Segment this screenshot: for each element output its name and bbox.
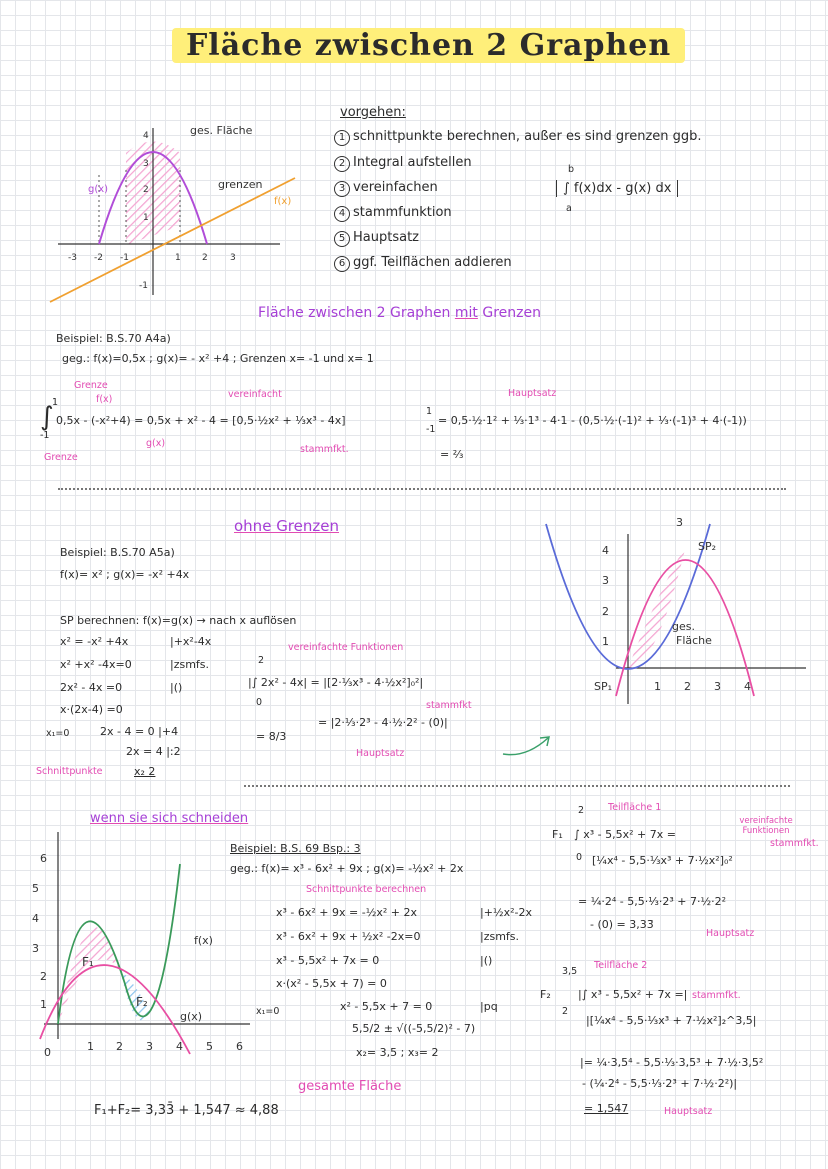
- graph-with-limits: [40, 120, 310, 320]
- teil2-result: = 1,547: [584, 1102, 629, 1115]
- integral-expression: |∫ 2x² - 4x| = |[2·⅓x³ - 4·½x²]₀²|: [248, 676, 424, 689]
- integral-sign: ∫: [40, 402, 54, 432]
- pq-label: |pq: [480, 1000, 498, 1013]
- label-f: f(x): [194, 934, 213, 947]
- annot-stammfkt: stammfkt.: [770, 838, 819, 849]
- formula-upper: b: [568, 164, 575, 175]
- integral-upper: 1: [52, 397, 59, 408]
- x-tick: 1: [175, 253, 181, 263]
- label-g: g(x): [88, 184, 109, 195]
- label-g: g(x): [180, 1010, 203, 1023]
- x-tick: -3: [68, 253, 77, 263]
- mit-grenzen-heading: Fläche zwischen 2 Graphen mit Grenzen: [258, 305, 541, 321]
- y-tick: 1: [40, 998, 47, 1011]
- divider: [244, 785, 790, 787]
- quadratic: x² - 5,5x + 7 = 0: [340, 1000, 433, 1013]
- y-tick: 4: [32, 912, 39, 925]
- y-tick: 2: [602, 605, 609, 618]
- graph-intersecting: [30, 824, 260, 1064]
- annot-fx: f(x): [96, 394, 113, 405]
- root-x2: x₂ 2: [134, 765, 156, 778]
- y-tick: 4: [602, 544, 609, 557]
- integral-upper: 2: [578, 805, 585, 816]
- teil1-stamm: [¼x⁴ - 5,5·⅓x³ + 7·½x²]₀²: [592, 854, 733, 867]
- algebra-op: |zsmfs.: [170, 658, 210, 671]
- algebra-op: |(): [170, 681, 183, 694]
- pq-formula: 5,5/2 ± √((-5,5/2)² - 7): [352, 1022, 476, 1035]
- ohne-grenzen-heading: ohne Grenzen: [234, 517, 339, 535]
- integral-lower: 0: [256, 697, 263, 708]
- annot-vereinfachte: vereinfachte Funktionen: [288, 642, 404, 653]
- algebra-step: x² +x² -4x=0: [60, 658, 132, 671]
- label-F2: F₂: [136, 995, 148, 1009]
- algebra-step: x·(x² - 5,5x + 7) = 0: [276, 977, 387, 990]
- roots: x₂= 3,5 ; x₃= 2: [356, 1046, 439, 1059]
- x-tick: 4: [176, 1040, 183, 1053]
- label-sp2: SP₂: [698, 540, 717, 553]
- x-tick: 3: [714, 680, 721, 693]
- label-F1: F₁: [82, 955, 94, 969]
- label-grenzen: grenzen: [218, 178, 263, 191]
- label-flaeche: Fläche: [676, 634, 712, 647]
- annot-hauptsatz: Hauptsatz: [664, 1106, 713, 1117]
- given-functions: geg.: f(x)=0,5x ; g(x)= - x² +4 ; Grenzen x= -1 und x= 1: [62, 352, 374, 365]
- x-tick: 5: [206, 1040, 213, 1053]
- vorgehen-step: 5 Hauptsatz: [334, 229, 419, 247]
- algebra-op: |(): [480, 954, 493, 967]
- x-tick: 1: [654, 680, 661, 693]
- formula-lower: a: [566, 203, 572, 214]
- algebra-op: |zsmfs.: [480, 930, 520, 943]
- divider: [58, 488, 786, 490]
- annot-teilflaeche1: Teilfläche 1: [608, 802, 662, 813]
- vorgehen-step: 1 schnittpunkte berechnen, außer es sind grenzen ggb.: [334, 128, 702, 146]
- annot-schnittpunkte: Schnittpunkte berechnen: [306, 884, 427, 895]
- teil2-eval1: |= ¼·3,5⁴ - 5,5·⅓·3,5³ + 7·½·3,5²: [580, 1056, 764, 1069]
- vorgehen-step: 3 vereinfachen: [334, 179, 438, 197]
- annot-schnittpunkte: Schnittpunkte: [36, 766, 103, 777]
- curve-f: [58, 864, 180, 1024]
- x-tick: 0: [44, 1046, 51, 1059]
- teil2-eval2: - (¼·2⁴ - 5,5·⅓·2³ + 7·½·2²)|: [582, 1077, 738, 1090]
- y-tick: 5: [32, 882, 39, 895]
- annot-vereinfacht: vereinfacht: [228, 389, 282, 400]
- teil1-integral: ∫ x³ - 5,5x² + 7x =: [574, 828, 676, 841]
- y-tick: 2: [40, 970, 47, 983]
- y-tick: 3: [602, 574, 609, 587]
- root-x1: x₁=0: [46, 728, 70, 739]
- evaluation: = 0,5·½·1² + ⅓·1³ - 4·1 - (0,5·½·(-1)² + ⅓·(-1)³ + 4·(-1)): [438, 414, 747, 427]
- y-tick: 3: [32, 942, 39, 955]
- algebra-step: 2x² - 4x =0: [60, 681, 123, 694]
- y-tick: 2: [143, 185, 149, 195]
- x-tick: 1: [87, 1040, 94, 1053]
- annot-hauptsatz: Hauptsatz: [508, 388, 557, 399]
- annot-gx: g(x): [146, 438, 166, 449]
- result: = ⅔: [440, 448, 464, 461]
- beispiel-label: Beispiel: B.S.70 A5a): [60, 546, 175, 559]
- label-ges: ges.: [672, 620, 695, 633]
- vorgehen-step: 6 ggf. Teilflächen addieren: [334, 254, 512, 272]
- evaluation: = |2·⅓·2³ - 4·½·2² - (0)|: [318, 716, 448, 729]
- integral-lower: 0: [576, 852, 583, 863]
- x-tick: -1: [120, 253, 129, 263]
- annot-stammfkt: stammfkt: [426, 700, 472, 711]
- label-ges-flaeche: ges. Fläche: [190, 124, 253, 137]
- annot-grenze-bottom: Grenze: [44, 452, 78, 463]
- given-functions: geg.: f(x)= x³ - 6x² + 9x ; g(x)= -½x² + 2x: [230, 862, 464, 875]
- teil1-eval2: - (0) = 3,33̄: [590, 918, 654, 931]
- graph-without-limits: [536, 514, 826, 714]
- integral-upper: 2: [258, 655, 265, 666]
- teil2-integral: |∫ x³ - 5,5x² + 7x =|: [578, 988, 688, 1001]
- arrow-icon: [500, 732, 554, 758]
- label-top: 3: [676, 516, 683, 529]
- linear-eq2: 2x = 4 |:2: [126, 745, 181, 758]
- x-tick: 2: [202, 253, 208, 263]
- integral-lower: 2: [562, 1006, 569, 1017]
- annot-grenze-top: Grenze: [74, 380, 108, 391]
- x-tick: 4: [744, 680, 751, 693]
- y-tick: 3: [143, 159, 149, 169]
- x-tick: 2: [116, 1040, 123, 1053]
- y-tick: 1: [143, 213, 149, 223]
- root-x1: x₁=0: [256, 1006, 280, 1017]
- formula-integral: ∫ f(x)dx - g(x) dx: [556, 180, 678, 197]
- algebra-step: x³ - 6x² + 9x = -½x² + 2x: [276, 906, 417, 919]
- teil2-prefix: F₂: [540, 988, 551, 1001]
- algebra-step: x³ - 6x² + 9x + ½x² -2x=0: [276, 930, 421, 943]
- annot-vereinfachte: vereinfachte Funktionen: [739, 816, 793, 836]
- integral-expression: 0,5x - (-x²+4) = 0,5x + x² - 4 = [0,5·½x² + ⅓x³ - 4x]: [56, 414, 346, 427]
- beispiel-label: Beispiel: B.S. 69 Bsp.: 3: [230, 842, 361, 855]
- integral-lower: -1: [40, 430, 50, 441]
- vorgehen-step: 4 stammfunktion: [334, 204, 452, 222]
- teil1-eval1: = ¼·2⁴ - 5,5·⅓·2³ + 7·½·2²: [578, 895, 727, 908]
- bracket-upper: 1: [426, 406, 433, 417]
- x-tick: 3: [230, 253, 236, 263]
- algebra-step: x³ - 5,5x² + 7x = 0: [276, 954, 380, 967]
- algebra-step: x² = -x² +4x: [60, 635, 129, 648]
- x-tick: -2: [94, 253, 103, 263]
- annot-gesamte: gesamte Fläche: [298, 1079, 402, 1094]
- teil1-prefix: F₁: [552, 828, 563, 841]
- schneiden-heading: wenn sie sich schneiden: [90, 811, 249, 826]
- x-tick: 2: [684, 680, 691, 693]
- annot-hauptsatz: Hauptsatz: [706, 928, 755, 939]
- linear-eq: 2x - 4 = 0 |+4: [100, 725, 179, 738]
- annot-stammfkt: stammfkt.: [692, 990, 741, 1001]
- y-tick: 1: [602, 635, 609, 648]
- integral-upper: 3,5: [562, 966, 578, 977]
- given-functions: f(x)= x² ; g(x)= -x² +4x: [60, 568, 190, 581]
- vorgehen-heading: vorgehen:: [340, 105, 406, 120]
- beispiel-label: Beispiel: B.S.70 A4a): [56, 332, 171, 345]
- annot-hauptsatz: Hauptsatz: [356, 748, 405, 759]
- bracket-lower: -1: [426, 424, 436, 435]
- y-tick: 6: [40, 852, 47, 865]
- result: = 8/3: [256, 730, 287, 743]
- area-F1: [58, 927, 120, 1024]
- algebra-op: |+x²-4x: [170, 635, 212, 648]
- total-area: F₁+F₂= 3,33̄ + 1,547 ≈ 4,88: [94, 1103, 279, 1118]
- annot-stammfkt: stammfkt.: [300, 444, 349, 455]
- y-tick: -1: [139, 281, 148, 291]
- label-sp1: SP₁: [594, 680, 613, 693]
- label-f: f(x): [274, 196, 292, 207]
- page-title: Fläche zwischen 2 Graphen: [172, 28, 685, 63]
- sp-instruction: SP berechnen: f(x)=g(x) → nach x auflösen: [60, 614, 297, 627]
- y-tick: 4: [143, 131, 149, 141]
- x-tick: 6: [236, 1040, 243, 1053]
- annot-teilflaeche2: Teilfläche 2: [594, 960, 648, 971]
- algebra-step: x·(2x-4) =0: [60, 703, 123, 716]
- teil2-stamm: |[¼x⁴ - 5,5·⅓x³ + 7·½x²]₂^3,5|: [586, 1014, 757, 1027]
- vorgehen-step: 2 Integral aufstellen: [334, 154, 472, 172]
- x-tick: 3: [146, 1040, 153, 1053]
- algebra-op: |+½x²-2x: [480, 906, 532, 919]
